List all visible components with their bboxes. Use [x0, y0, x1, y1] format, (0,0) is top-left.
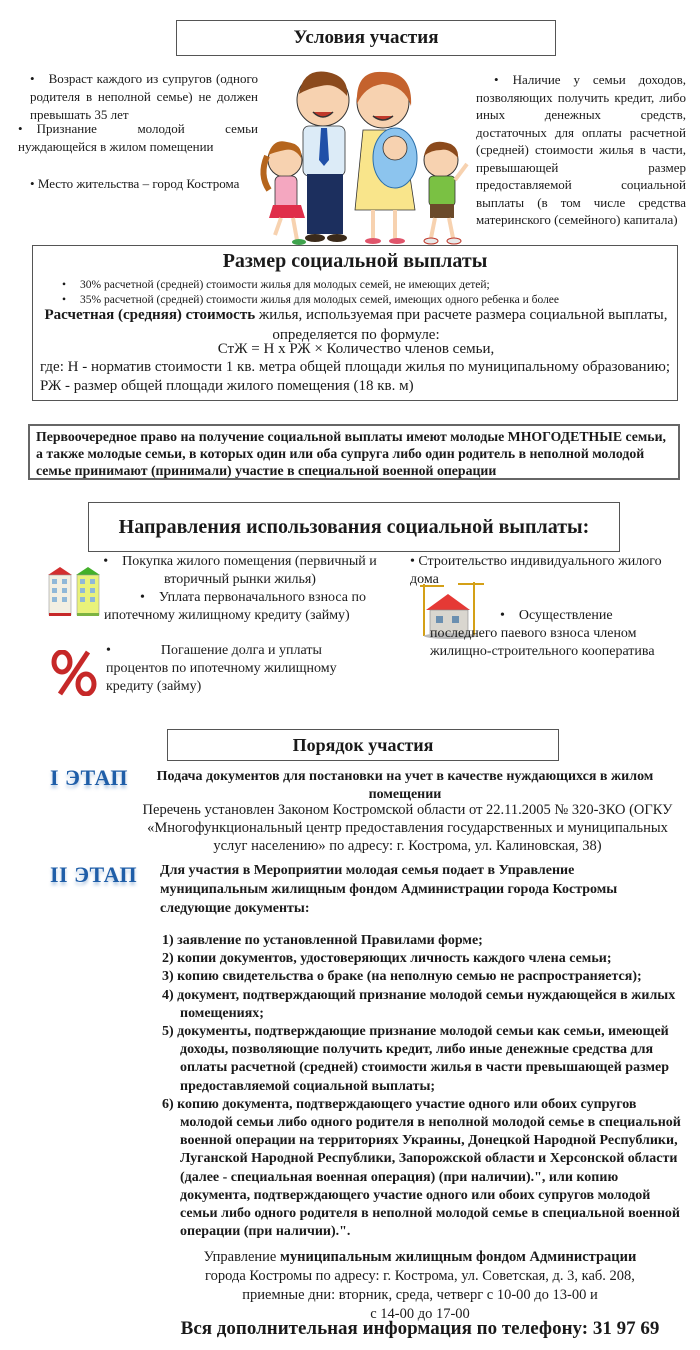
formula-intro — [36, 305, 676, 345]
office-hours: приемные дни: вторник, среда, четверг с 10-00 до 13-00 и — [242, 1287, 598, 1303]
procedure-title: Порядок участия — [167, 729, 559, 761]
stage-1-heading: Подача документов для постановки на учет в качестве нуждающихся в жилом помещении — [156, 769, 654, 802]
direction-down-payment — [104, 589, 374, 625]
bullet — [106, 643, 125, 658]
bullet — [140, 590, 159, 605]
office-address: города Костромы по адресу: г. Кострома, ул. Советская, д. 3, каб. 208, — [205, 1268, 635, 1284]
direction-house-construction — [410, 553, 680, 589]
stage-2-intro: Для участия в Мероприятии молодая семья подает в Управление муниципальным жилищным фондом Администрации города Костромы следующие документы: — [160, 863, 618, 916]
condition-residence-text: Место жительства – город Кострома — [37, 176, 240, 191]
document-item: 2) копии документов, удостоверяющих личность каждого члена семьи; — [162, 951, 612, 967]
family-illustration — [255, 60, 470, 250]
phone-info: Вся дополнительная информация по телефону: 31 97 69 — [180, 1318, 660, 1339]
stage-2-label: II ЭТАП — [50, 862, 138, 887]
percent-icon — [50, 650, 98, 696]
condition-age — [30, 70, 258, 124]
direction-down-payment-text: Уплата первоначального взноса по ипотечному жилищному кредиту (займу) — [104, 590, 366, 623]
bullet: • — [30, 176, 38, 191]
condition-age-text: Возраст каждого из супругов (одного родителя в неполной семье) не должен превышать 35 лет — [30, 71, 258, 122]
condition-income-text: Наличие у семьи доходов, позволяющих получить кредит, либо иных денежных средств, достаточных для оплаты расчетной (средней) стоимости жилья в части, превышающей размер предоставляемой социальной выплаты (в том числе средства материнского (семейного) капитала) — [476, 72, 686, 227]
condition-need-text: Признание молодой семьи нуждающейся в жилом помещении — [18, 121, 258, 154]
bullet — [500, 608, 519, 623]
bullet: • — [410, 554, 419, 569]
document-item: 4) документ, подтверждающий признание молодой семьи нуждающейся в жилых помещениях; — [162, 987, 676, 1021]
condition-residence — [30, 175, 270, 193]
direction-mortgage-repayment — [106, 642, 376, 696]
bullet — [494, 72, 513, 87]
office-name — [150, 1248, 690, 1267]
document-item: 1) заявление по установленной Правилами форме; — [162, 933, 483, 948]
formula-legend: где: Н - норматив стоимости 1 кв. метра общей площади жилья по муниципальному образованию; РЖ - размер общей площади жилого помещения (18 кв. м) — [40, 359, 670, 394]
stage-1-label: I ЭТАП — [50, 765, 129, 790]
direction-coop-payment — [430, 607, 680, 661]
bullet — [62, 279, 80, 291]
direction-house-construction-text: Строительство индивидуального жилого дома — [410, 554, 662, 587]
condition-need — [18, 120, 258, 156]
payment-rate-no-children — [62, 277, 672, 293]
priority-notice: Первоочередное право на получение социальной выплаты имеют молодые МНОГОДЕТНЫЕ семьи, а также молодые семьи, в которых один или оба супруга либо один родитель в неполной молодой семье принимают (принимали) участие в специальной военной операции — [28, 424, 680, 480]
payment-size-title: Размер социальной выплаты — [222, 250, 488, 272]
documents-list — [162, 932, 690, 1241]
formula-intro-bold: Расчетная (средняя) стоимость — [44, 307, 256, 323]
office-hours-afternoon: с 14-00 до 17-00 — [370, 1306, 470, 1322]
bullet — [103, 554, 122, 569]
document-item: 5) документы, подтверждающие признание молодой семьи как семьи, имеющей доходы, позволяющие получить кредит, либо иные денежные средства для оплаты расчетной (средней) стоимости жилья в части превышающей размер предоставляемой социальной выплаты; — [162, 1024, 670, 1094]
condition-income — [476, 71, 686, 229]
girl-figure — [263, 141, 306, 245]
conditions-title: Условия участия — [176, 20, 556, 56]
office-contact — [150, 1248, 690, 1324]
direction-purchase — [100, 553, 380, 589]
document-item: 3) копию свидетельства о браке (на неполную семью не распространяется); — [162, 969, 642, 985]
office-prefix: Управление — [203, 1249, 280, 1265]
direction-coop-payment-text: Осуществление последнего паевого взноса членом жилищно-строительного кооператива — [430, 608, 655, 659]
formula-intro-rest: жилья, используемая при расчете размера социальной выплаты, определяется по формуле: — [255, 307, 668, 343]
office-name-bold: муниципальным жилищным фондом Администрации — [280, 1249, 637, 1265]
stage-1-text: Перечень установлен Законом Костромской области от 22.11.2005 № 320-ЗКО (ОГКУ «Многофункциональный центр предоставления государственных и муниципальных услуг населению» по адресу: г. Кострома, ул. Калиновская, 38) — [142, 802, 673, 854]
father-figure — [297, 71, 349, 242]
mother-figure — [355, 72, 417, 244]
apartment-buildings-icon — [46, 565, 102, 617]
direction-mortgage-repayment-text: Погашение долга и уплаты процентов по ипотечному жилищному кредиту (займу) — [106, 643, 337, 694]
boy-figure — [424, 142, 467, 244]
directions-title: Направления использования социальной выплаты: — [88, 502, 620, 552]
payment-rate-text: 35% расчетной (средней) стоимости жилья для молодых семей, имеющих одного ребенка и более — [80, 294, 560, 306]
bullet — [30, 71, 49, 86]
bullet — [18, 121, 37, 136]
direction-purchase-text: Покупка жилого помещения (первичный и вторичный рынки жилья) — [122, 554, 377, 587]
payment-rate-text: 30% расчетной (средней) стоимости жилья для молодых семей, не имеющих детей; — [80, 279, 490, 291]
formula: СтЖ = Н х РЖ × Количество членов семьи, — [217, 341, 495, 357]
document-item: 6) копию документа, подтверждающего участие одного или обоих супругов молодой семьи либо одного родителя в неполной молодой семье в специальной военной операции на территориях Украины, Донецкой Народной Республики, Луганской Народной Республики, Запорожской области и Херсонской области (далее - специальная военная операция) (при наличии).", или копию документа, подтверждающего участие одного или обоих супругов молодой семьи либо одного родителя в неполной молодой семье в специальной военной операции (при наличии).". — [162, 1096, 681, 1240]
